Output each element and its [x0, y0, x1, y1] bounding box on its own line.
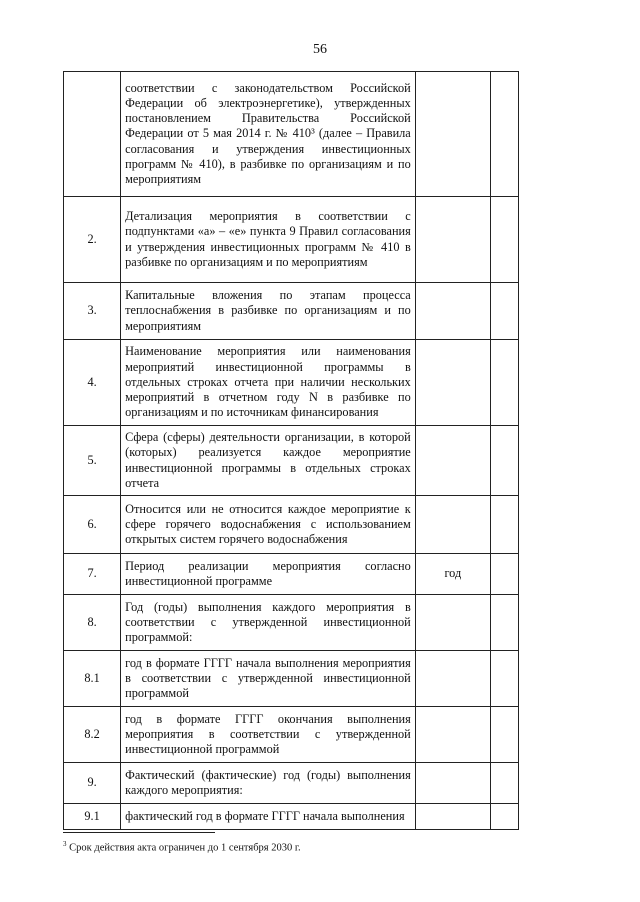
table-row — [64, 340, 519, 426]
table-row — [64, 651, 519, 707]
row-description: год в формате ГГГГ начала выполнения мероприятия в соответствии с утвержденной инвестиционной программой — [125, 655, 411, 701]
row-unit — [415, 197, 490, 283]
row-value — [490, 283, 518, 340]
row-number: 7. — [64, 554, 121, 595]
row-number — [64, 72, 121, 197]
row-description: год в формате ГГГГ окончания выполнения мероприятия в соответствии с утвержденной инвестиционной программой — [125, 711, 411, 757]
row-unit — [415, 804, 490, 830]
table-row — [64, 707, 519, 763]
table-row — [64, 496, 519, 554]
row-value — [490, 197, 518, 283]
row-unit — [415, 707, 490, 763]
row-description: Период реализации мероприятия согласно инвестиционной программе — [125, 558, 411, 588]
row-unit — [415, 595, 490, 651]
table-row — [64, 197, 519, 283]
row-number: 2. — [64, 197, 121, 283]
row-unit — [415, 651, 490, 707]
row-number: 9.1 — [64, 804, 121, 830]
row-unit — [415, 763, 490, 804]
row-number: 8.2 — [64, 707, 121, 763]
row-value — [490, 595, 518, 651]
table-row — [64, 804, 519, 830]
row-number: 8. — [64, 595, 121, 651]
table-row — [64, 72, 519, 197]
table-row — [64, 426, 519, 496]
row-unit — [415, 340, 490, 426]
row-number: 4. — [64, 340, 121, 426]
row-description: соответствии с законодательством Российской Федерации об электроэнергетике), утвержденных постановлением Правительства Российской Федерации от 5 мая 2014 г. № 410³ (далее – Правила согласования и утверждения инвестиционных программ № 410), в разбивке по организациям и по мероприятиям — [125, 80, 411, 186]
row-value — [490, 651, 518, 707]
row-description: Наименование мероприятия или наименования мероприятий инвестиционной программы в отдельных строках отчета при наличии нескольких мероприятий в отчетном году N в разбивке по организациям и по источникам финансирования — [125, 344, 411, 420]
row-value — [490, 426, 518, 496]
row-value — [490, 340, 518, 426]
row-description: Капитальные вложения по этапам процесса теплоснабжения в разбивке по организациям и по мероприятиям — [125, 288, 411, 333]
row-description: Детализация мероприятия в соответствии с подпунктами «а» – «е» пункта 9 Правил согласования и утверждения инвестиционных программ № 410 в разбивке по организациям и по мероприятиям — [125, 209, 411, 269]
row-description: Сфера (сферы) деятельности организации, в которой (которых) реализуется каждое мероприятие инвестиционной программы в отдельных строках отчета — [125, 430, 411, 490]
row-value — [490, 804, 518, 830]
row-value — [490, 554, 518, 595]
row-unit — [415, 72, 490, 197]
row-number: 9. — [64, 763, 121, 804]
footnote-separator — [63, 832, 215, 833]
table-row — [64, 595, 519, 651]
table-row — [64, 283, 519, 340]
row-value — [490, 72, 518, 197]
table-row — [64, 763, 519, 804]
row-description: Год (годы) выполнения каждого мероприятия в соответствии с утвержденной инвестиционной программой: — [125, 599, 411, 645]
row-description: фактический год в формате ГГГГ начала выполнения — [125, 808, 405, 823]
table-row — [64, 554, 519, 595]
footnote — [63, 840, 301, 854]
indicators-table — [63, 71, 519, 830]
footnote-text: Срок действия акта ограничен до 1 сентября 2030 г. — [66, 842, 301, 854]
page-number: 56 — [313, 42, 327, 57]
row-unit: год — [415, 554, 490, 595]
row-unit — [415, 283, 490, 340]
row-description: Фактический (фактические) год (годы) выполнения каждого мероприятия: — [125, 767, 411, 797]
row-value — [490, 763, 518, 804]
row-value — [490, 707, 518, 763]
row-unit — [415, 496, 490, 554]
row-unit — [415, 426, 490, 496]
row-description: Относится или не относится каждое мероприятие к сфере горячего водоснабжения с использованием открытых систем горячего водоснабжения — [125, 501, 411, 547]
row-number: 8.1 — [64, 651, 121, 707]
row-number: 6. — [64, 496, 121, 554]
row-number: 3. — [64, 283, 121, 340]
row-number: 5. — [64, 426, 121, 496]
row-value — [490, 496, 518, 554]
footnote-marker: 3 — [63, 840, 67, 848]
